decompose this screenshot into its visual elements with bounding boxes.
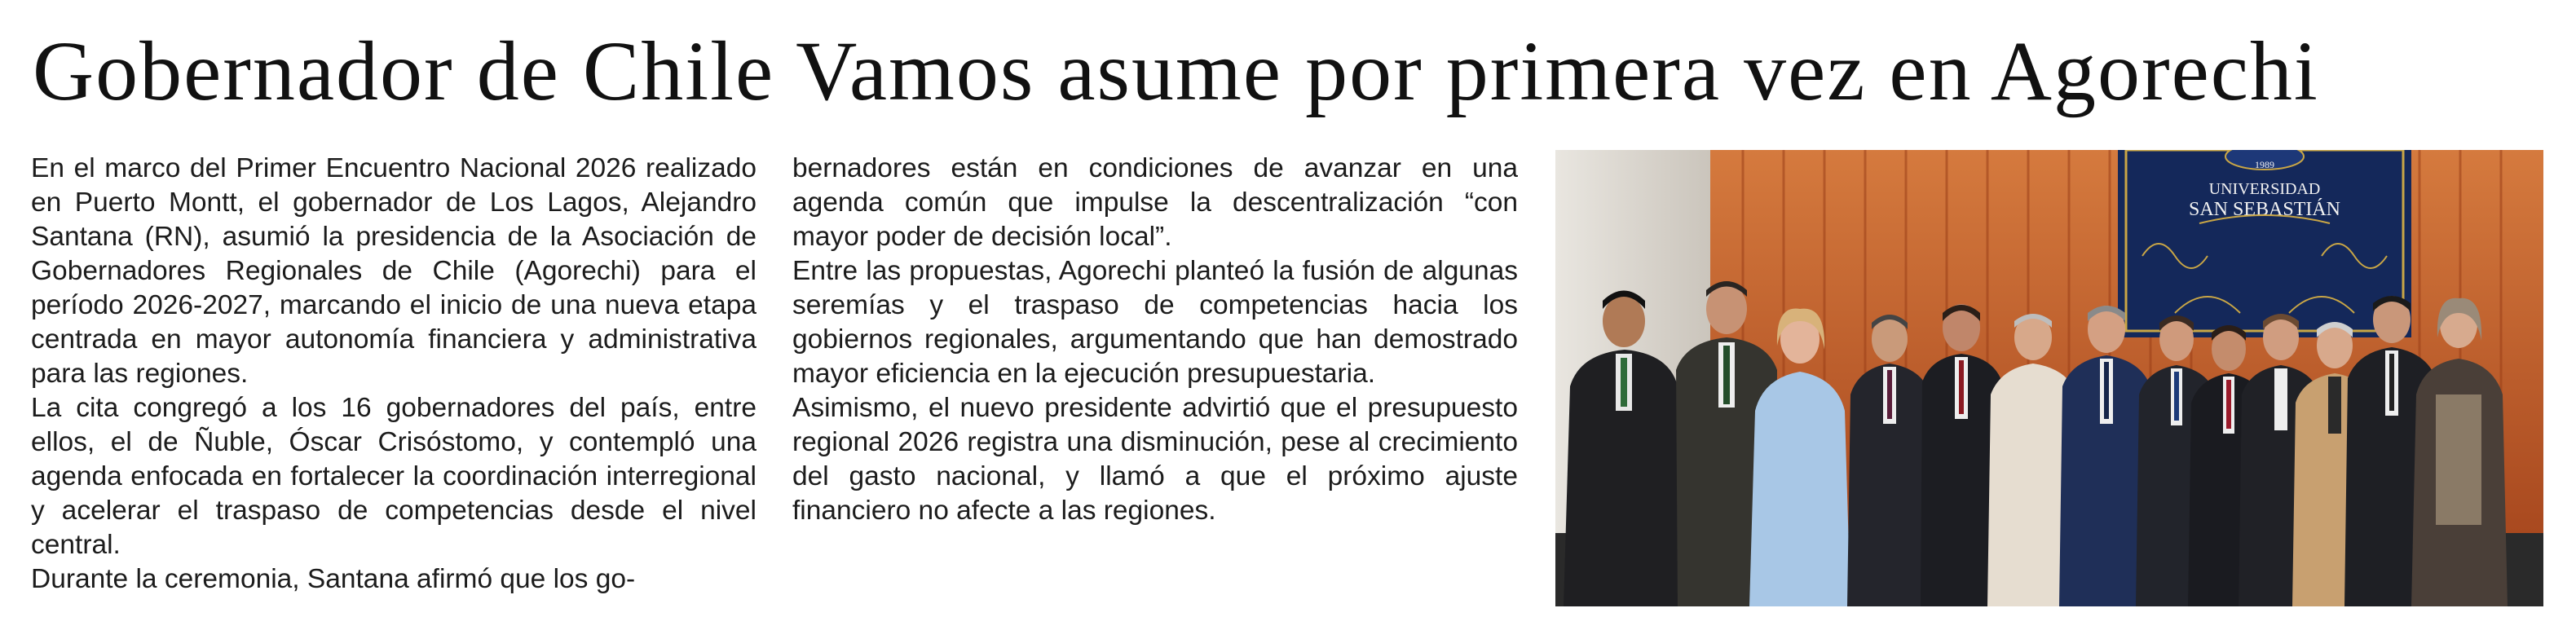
banner-line-1: UNIVERSIDAD — [2208, 180, 2321, 198]
banner-year: 1989 — [2255, 159, 2274, 170]
paragraph: La cita congregó a los 16 gobernadores del país, entre ellos, el de Ñuble, Óscar Crisóstomo, y contempló una agenda enfocada en fortalecer la coordinación interregional y acelerar el traspaso de competencias desde el nivel central. — [31, 393, 756, 560]
paragraph: bernadores están en condiciones de avanzar en una agenda común que impulse la descentralización “con mayor poder de decisión local”. — [792, 153, 1518, 252]
paragraph: Asimismo, el nuevo presidente advirtió que el presupuesto regional 2026 registra una disminución, pese al crecimiento del gasto nacional, y llamó a que el próximo ajuste financiero no afecte a las regiones. — [792, 393, 1518, 526]
group-photo-illustration — [1555, 150, 2543, 606]
paragraph: Durante la ceremonia, Santana afirmó que los go- — [31, 564, 636, 594]
group-photo — [1555, 150, 2543, 606]
paragraph: En el marco del Primer Encuentro Nacional 2026 realizado en Puerto Montt, el gobernador de Los Lagos, Alejandro Santana (RN), asumió la presidencia de la Asociación de Gobernadores Regionales de Chile (Agorechi) para el período 2026-2027, marcando el inicio de una nueva etapa centrada en mayor autonomía financiera y administrativa para las regiones. — [31, 153, 756, 389]
headline: Gobernador de Chile Vamos asume por primera vez en Agorechi — [33, 24, 2319, 118]
banner-line-2: SAN SEBASTIÁN — [2188, 199, 2341, 220]
article-column-1 — [31, 152, 756, 597]
paragraph: Entre las propuestas, Agorechi planteó la fusión de algunas seremías y el traspaso de competencias hacia los gobiernos regionales, argumentando que han demostrado mayor eficiencia en la ejecución presupuestaria. — [792, 256, 1518, 389]
article-column-2 — [792, 152, 1518, 528]
